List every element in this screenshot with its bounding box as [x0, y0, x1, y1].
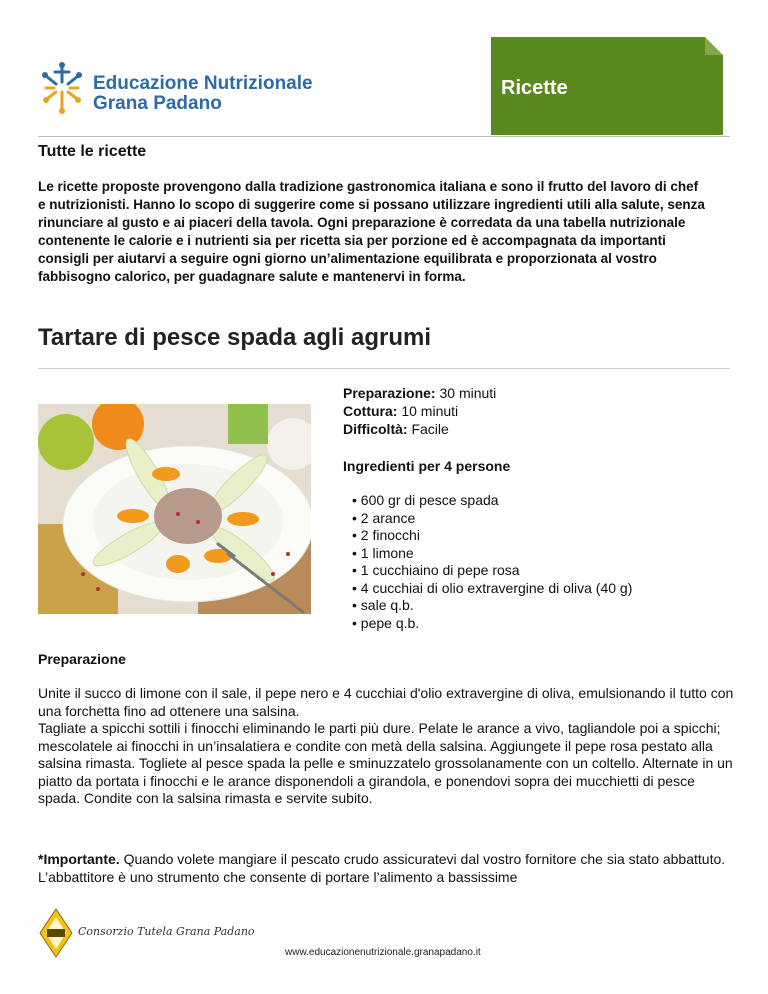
header-divider: [38, 136, 730, 137]
consortium-seal-icon: [38, 907, 74, 959]
brand-logo-icon: [38, 62, 86, 114]
brand-line-1: Educazione Nutrizionale: [93, 73, 313, 94]
section-intro: Le ricette proposte provengono dalla tradizione gastronomica italiana e sono il frutto del lavoro di chef e nutrizionisti. Hanno lo scopo di suggerire come si possano utilizzare ingredienti utili alla salute, senza rinunciare al gusto e ai piaceri della tavola. Ogni preparazione è corredata da una tabella nutrizionale contenente le calorie e i nutrienti sia per ricetta sia per porzione ed è accompagnata da importanti consigli per aiutarvi a seguire ogni giorno un’alimentazione equilibrata e proporzionata al vostro fabbisogno calorico, per guadagnare salute e mantenervi in forma.: [38, 179, 705, 284]
preparation-paragraph-2: Tagliate a spicchi sottili i finocchi eliminando le parti più dure. Pelate le arance a vivo, tagliandole poi a spicchi; mescolatele ai finocchi in un’insalatiera e condite con metà della salsina. Aggiungete il pepe rosa pestato alla salsina rimasta. Togliete al pesce spada la pelle e sminuzzatelo grossolanamente con un coltello. Alternate in un piatto da portata i finocchi e le arance disponendoli a girandola, e ponendovi sopra dei mucchietti di pesce spada. Condite con la salsina rimasta e servite subito.: [38, 720, 733, 806]
ingredient-item: • 4 cucchiai di olio extravergine di oliva (40 g): [352, 579, 633, 596]
ingredients-list: [352, 492, 632, 632]
preparation-paragraph-1: Unite il succo di limone con il sale, il pepe nero e 4 cucchiai d'olio extravergine di oliva, emulsionando il tutto con una forchetta fino ad ottenere una salsina.: [38, 685, 734, 719]
consortium-name: Consorzio Tutela Grana Padano: [78, 925, 255, 938]
cook-time-row: [343, 402, 496, 420]
page-fold-corner: [705, 37, 723, 55]
prep-time-row: [343, 384, 496, 402]
important-note-label: *Importante.: [38, 851, 120, 867]
cook-time-value: 10 minuti: [401, 403, 459, 419]
ingredients-title: Ingredienti per 4 persone: [343, 458, 511, 474]
preparation-text: [38, 685, 738, 808]
cook-time-label: Cottura:: [343, 403, 398, 419]
ingredient-item: • 1 limone: [352, 544, 414, 561]
ingredient-item: • 1 cucchiaino di pepe rosa: [352, 562, 520, 578]
recipe-photo: [38, 404, 311, 614]
brand-name: [93, 74, 313, 114]
footer-url[interactable]: www.educazionenutrizionale.granapadano.it: [285, 947, 481, 958]
ingredient-item: • 2 arance: [352, 509, 416, 526]
page-header: [0, 0, 768, 140]
prep-time-label: Preparazione:: [343, 385, 436, 401]
brand-line-2: Grana Padano: [93, 93, 222, 114]
ingredient-item: • pepe q.b.: [352, 614, 420, 631]
section-title: Tutte le ricette: [38, 143, 147, 160]
recipe-meta: [343, 384, 496, 438]
important-note-text: Quando volete mangiare il pescato crudo assicuratevi dal vostro fornitore che sia stato abbattuto. L’abbattitore è uno strumento che consente di portare l’alimento a bassissime: [38, 851, 726, 885]
title-divider: [38, 368, 730, 369]
prep-time-value: 30 minuti: [439, 385, 497, 401]
preparation-title: Preparazione: [38, 651, 126, 667]
difficulty-row: [343, 420, 496, 438]
category-tab: [491, 37, 723, 135]
category-tab-label: Ricette: [501, 77, 568, 99]
important-note: [38, 851, 738, 886]
recipe-title: Tartare di pesce spada agli agrumi: [38, 324, 432, 351]
ingredient-item: • 2 finocchi: [352, 527, 420, 543]
ingredient-item: • 600 gr di pesce spada: [352, 492, 499, 508]
ingredient-item: • sale q.b.: [352, 597, 414, 613]
difficulty-value: Facile: [411, 421, 449, 437]
difficulty-label: Difficoltà:: [343, 421, 408, 437]
